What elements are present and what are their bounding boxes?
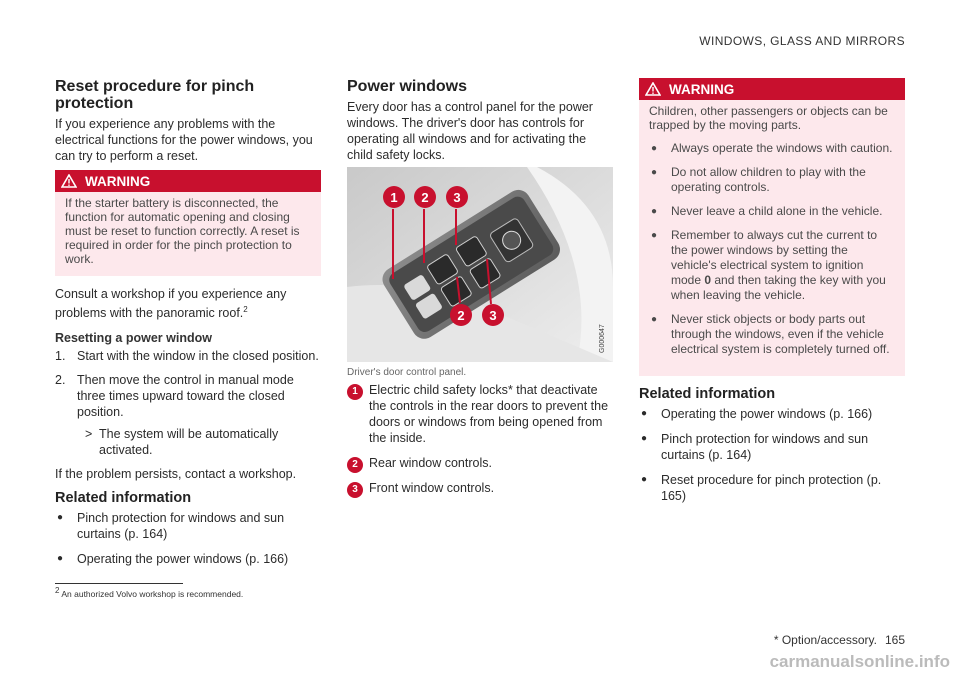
figure-label-2: 2	[421, 190, 429, 205]
option-note: * Option/accessory.	[773, 633, 877, 647]
door-control-panel-illustration	[347, 167, 613, 362]
reset-steps	[55, 348, 321, 458]
callout-badge-1: 1	[347, 384, 363, 400]
figure-code: G000647	[599, 324, 606, 353]
figure-label-2b: 2	[457, 308, 465, 323]
warning-item: ● Do not allow children to play with the operating controls.	[651, 165, 866, 194]
control-panel-svg	[347, 167, 613, 362]
warning-item: ● Always operate the windows with caution.	[651, 141, 893, 155]
figure-caption: Driver's door control panel.	[347, 367, 467, 378]
callout-3: 3 Front window controls.	[347, 480, 613, 496]
related-link[interactable]: ● Pinch protection for windows and sun curtains (p. 164)	[641, 432, 869, 462]
warning-intro: Children, other passengers or objects can be trapped by the moving parts.	[649, 104, 888, 132]
footnote-rule	[55, 583, 183, 584]
figure-label-3b: 3	[489, 308, 497, 323]
warning-item: ● Never stick objects or body parts out through the windows, even if the vehicle electrical system is completely turned off.	[651, 312, 890, 356]
callout-2: 2 Rear window controls.	[347, 455, 613, 471]
reset-procedure-column	[55, 78, 321, 576]
watermark: carmanualsonline.info	[769, 652, 950, 671]
figure-label-1: 1	[390, 190, 398, 205]
step-1: 1. Start with the window in the closed position.	[55, 349, 319, 364]
persist-text: If the problem persists, contact a workshop.	[55, 467, 297, 482]
related-title: Related information	[55, 490, 192, 507]
related-link[interactable]: ● Operating the power windows (p. 166)	[641, 407, 873, 421]
warning-related-column	[639, 78, 905, 513]
related-link[interactable]: ● Pinch protection for windows and sun curtains (p. 164)	[57, 511, 285, 542]
warning-triangle-icon	[645, 82, 661, 96]
step-2: 2. Then move the control in manual mode three times upward toward the closed position. > The system will be automatically activated.	[55, 372, 321, 458]
footnote-ref[interactable]: 2	[243, 305, 248, 314]
warning-header-2	[639, 78, 905, 100]
related-list-2	[639, 406, 905, 504]
figure-label-3: 3	[453, 190, 461, 205]
power-windows-column	[347, 78, 613, 505]
warning-item: ● Remember to always cut the current to the power windows by setting the vehicle's electrical system to ignition mode 0 and then taking the key with you when leaving the vehicle.	[651, 228, 886, 302]
related-link[interactable]: ● Reset procedure for pinch protection (p. 165)	[641, 473, 882, 503]
related-list	[55, 510, 321, 567]
power-windows-intro: Every door has a control panel for the power windows. The driver's door has controls for operating all windows and for activating the child safety locks.	[347, 100, 593, 162]
warning-header	[55, 170, 321, 192]
warning-list	[649, 141, 895, 357]
callout-1: 1 Electric child safety locks* that deactivate the controls in the rear doors to prevent the doors or windows from being opened from the inside.	[347, 382, 613, 446]
resetting-subheading: Resetting a power window	[55, 331, 212, 346]
warning-body-2	[639, 100, 905, 376]
section-header: WINDOWS, GLASS AND MIRRORS	[699, 34, 905, 48]
related-title-2: Related information	[639, 386, 776, 402]
reset-title: Reset procedure for pinch protection	[55, 78, 255, 112]
consult-text: Consult a workshop if you experience any problems with the panoramic roof.$^2$	[55, 287, 287, 321]
warning-triangle-icon	[61, 174, 77, 188]
footnote: $^2$ An authorized Volvo workshop is recommended.	[55, 586, 244, 599]
power-windows-title: Power windows	[347, 78, 468, 95]
warning-box-2	[639, 78, 905, 376]
warning-label: WARNING	[85, 173, 151, 189]
warning-text: If the starter battery is disconnected, the function for automatic opening and closing must be reset to function correctly. A reset is required in order for the pinch protection to work.	[65, 196, 300, 266]
warning-label-2: WARNING	[669, 81, 735, 97]
related-link[interactable]: ● Operating the power windows (p. 166)	[57, 552, 289, 567]
step-2-result: > The system will be automatically activated.	[85, 427, 279, 458]
callout-badge-3: 3	[347, 482, 363, 498]
callout-badge-2: 2	[347, 457, 363, 473]
warning-item: ● Never leave a child alone in the vehicle.	[651, 204, 883, 218]
warning-box	[55, 170, 321, 276]
reset-intro: If you experience any problems with the electrical functions for the power windows, you can try to perform a reset.	[55, 117, 313, 163]
page-number: 165	[884, 633, 905, 647]
page-footer	[774, 633, 905, 647]
